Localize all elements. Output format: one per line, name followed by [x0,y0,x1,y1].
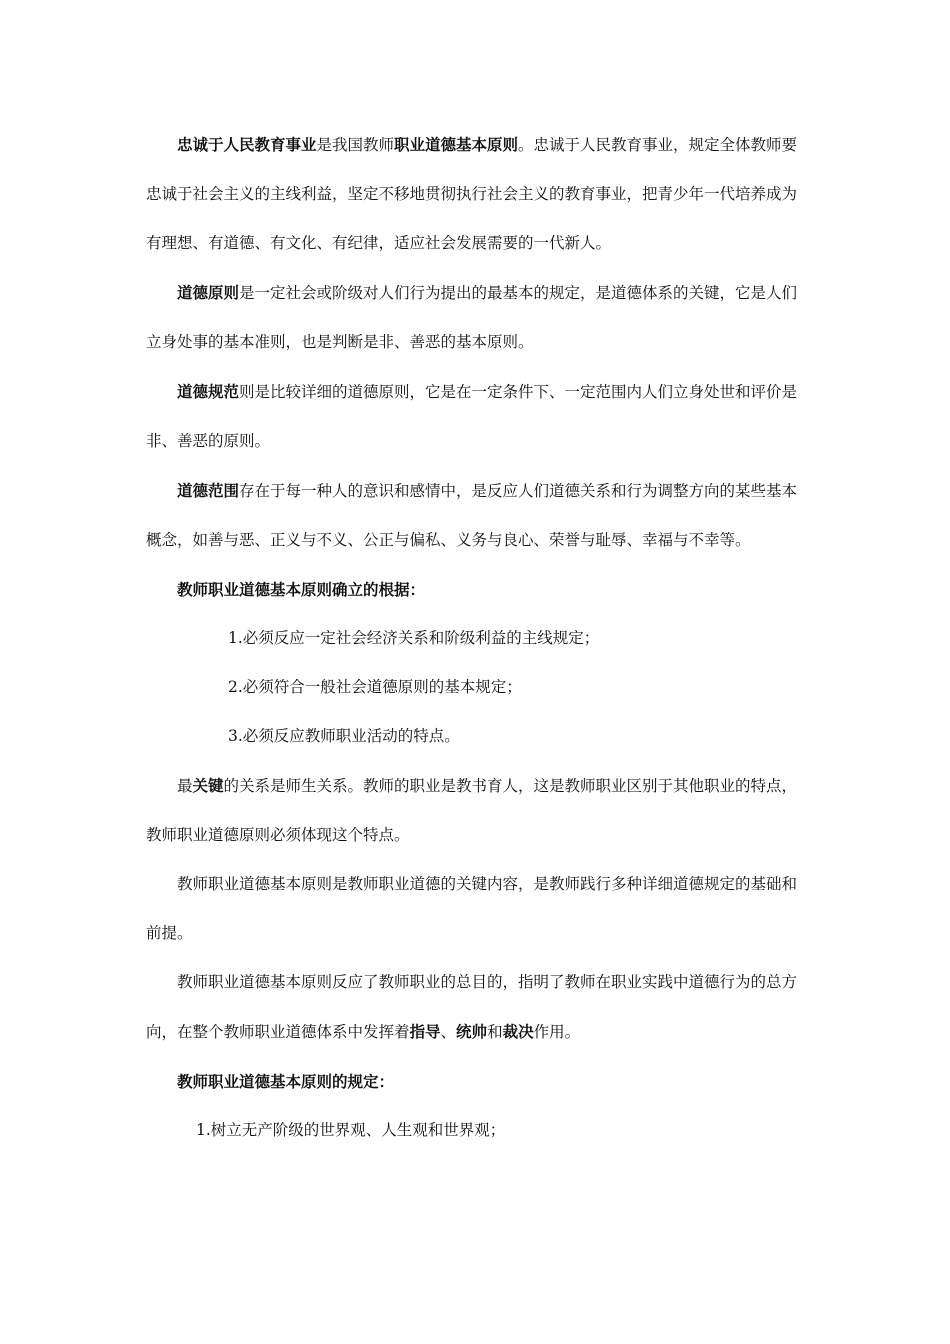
text-run: 则是比较详细的道德原则，它是在一定条件下、一定范围内人们立身处世和评价是非、善恶的原则。 [146,383,798,450]
section-heading-basis: 教师职业道德基本原则确立的根据： [177,580,426,599]
text-run: 作用。 [533,1023,581,1041]
text-run: 教师职业道德基本原则反应了教师职业的总目的，指明了教师在职业实践中道德行为的总方向，在整个教师职业道德体系中发挥着 [146,973,798,1041]
bold-term: 统帅 [456,1022,488,1041]
list-item: 1.树立无产阶级的世界观、人生观和世界观； [196,1121,506,1139]
text-run: 和 [487,1023,503,1041]
bold-term: 道德范围 [177,481,240,500]
bold-term: 职业道德基本原则 [394,135,519,154]
paragraph-key-relation [146,761,810,860]
text-run: 、 [440,1023,457,1041]
paragraph-loyalty [146,120,810,268]
text-run: 。忠诚于人民教育事业，规定全体教师要忠诚于社会主义的主线利益，坚定不移地贯彻执行社会主义的教育事业，把青少年一代培养成为有理想、有道德、有文化、有纪律，适应社会发展需要的一代新人。 [146,136,798,252]
text-run: 是我国教师 [316,136,395,154]
paragraph-core-content [146,860,810,958]
paragraph-moral-principle [146,268,810,367]
list-item: 3.必须反应教师职业活动的特点。 [228,727,460,745]
text-run: 是一定社会或阶级对人们行为提出的最基本的规定，是道德体系的关键，它是人们立身处事的基本准则，也是判断是非、善恶的基本原则。 [146,284,798,351]
bold-term: 道德原则 [177,283,240,302]
paragraph-moral-category [146,466,810,565]
text-run: 存在于每一种人的意识和感情中，是反应人们道德关系和行为调整方向的某些基本概念，如善与恶、正义与不义、公正与偏私、义务与良心、荣誉与耻辱、幸福与不幸等。 [146,482,798,549]
list-item: 2.必须符合一般社会道德原则的基本规定； [228,678,522,696]
bold-term: 裁决 [502,1022,534,1041]
text-run: 的关系是师生关系。教师的职业是教书育人，这是教师职业区别于其他职业的特点，教师职业道德原则必须体现这个特点。 [146,777,798,844]
paragraph-moral-norm [146,367,810,466]
document-body [146,120,810,1155]
bold-term: 道德规范 [177,382,240,401]
text-run: 最 [177,777,193,795]
section-heading-requirements: 教师职业道德基本原则的规定： [177,1072,395,1091]
paragraph-function [146,958,810,1057]
bold-term: 关键 [192,776,224,795]
text-run: 教师职业道德基本原则是教师职业道德的关键内容，是教师践行多种详细道德规定的基础和前提。 [146,875,798,942]
list-item: 1.必须反应一定社会经济关系和阶级利益的主线规定； [228,629,600,647]
bold-term: 忠诚于人民教育事业 [177,135,317,154]
bold-term: 指导 [409,1022,441,1041]
